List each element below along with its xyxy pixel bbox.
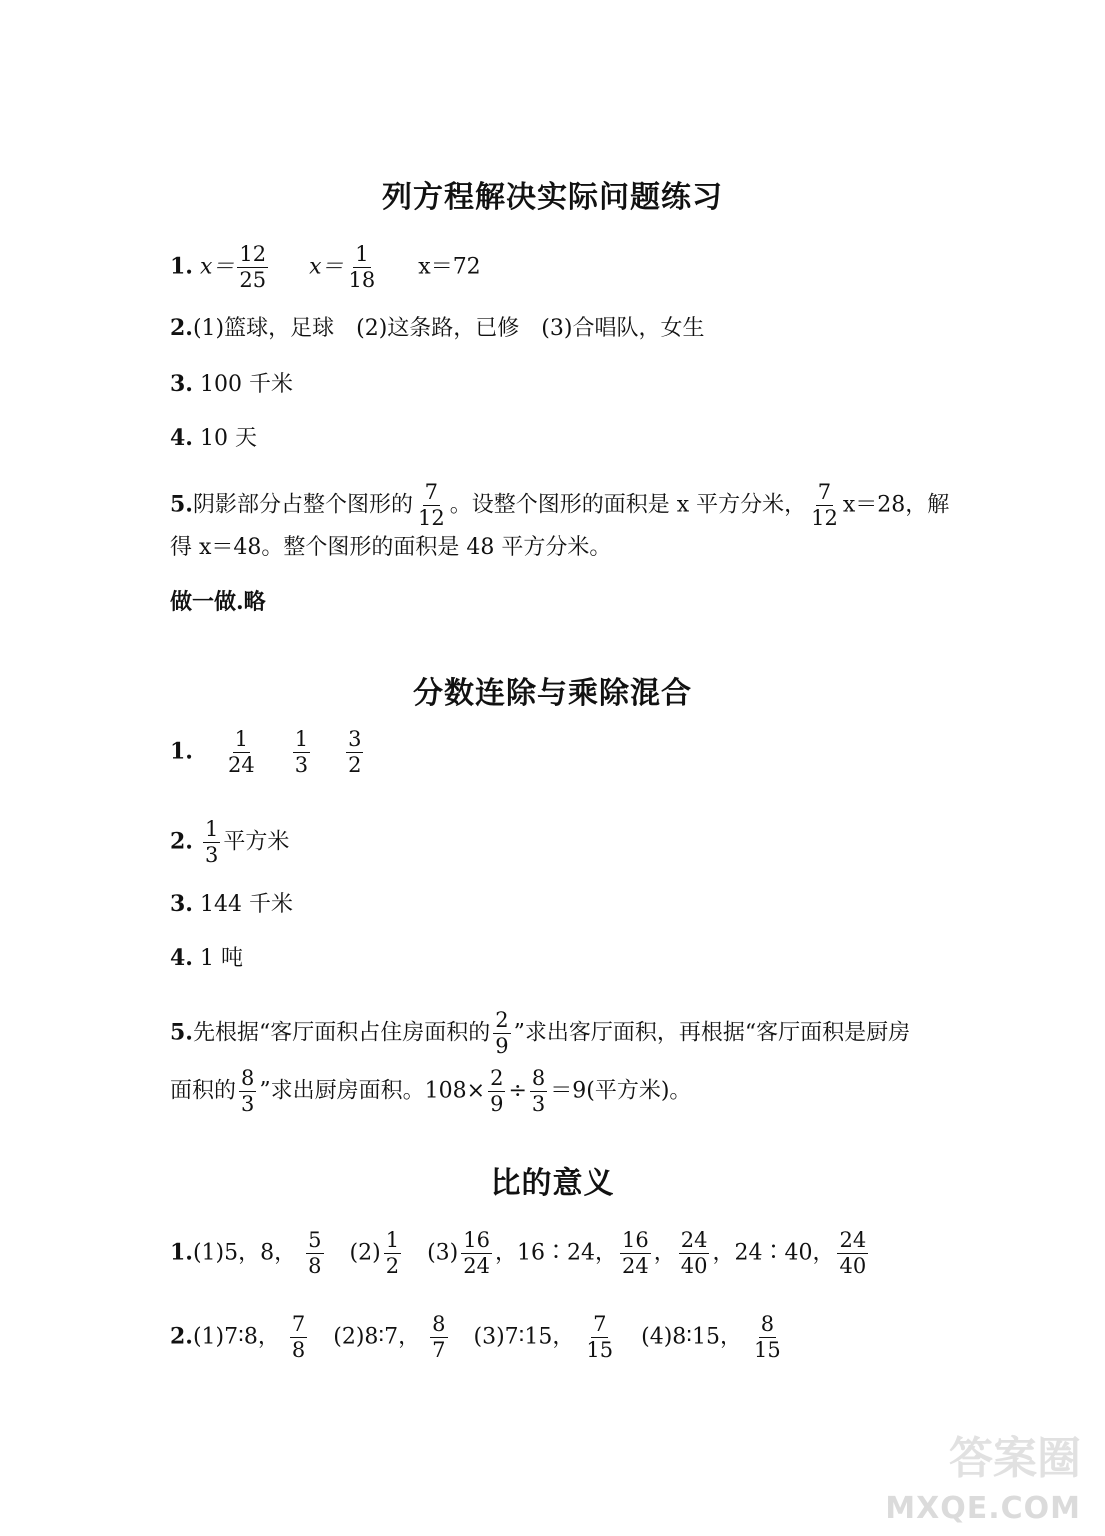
answer-text: ”求出厨房面积。108× — [259, 1078, 486, 1104]
item-number: 1. — [170, 253, 193, 280]
fraction: $\frac{8}{15}$ — [754, 1312, 781, 1362]
item-number: 3. — [170, 891, 193, 917]
answer-2-5-line1 — [170, 1008, 910, 1059]
item-number: 3. — [170, 371, 193, 397]
answer-text: 先根据“客厅面积占住房面积的 — [192, 1020, 491, 1046]
item-number: 2. — [170, 315, 193, 341]
answer-text: (3) — [427, 1240, 459, 1266]
item-number: 2. — [170, 1323, 193, 1350]
answer-2-3 — [170, 890, 293, 919]
fraction: $\frac{3}{2}$ — [348, 727, 362, 777]
fraction: $\frac{24}{40}$ — [680, 1228, 708, 1278]
answer-text: x＝28，解 — [842, 492, 950, 518]
fraction: $\frac{2}{9}$ — [495, 1008, 509, 1058]
section-title-ratio: 比的意义 — [490, 1166, 615, 1201]
answer-text: 阴影部分占整个图形的 — [192, 492, 413, 518]
answer-text: 144 千米 — [199, 892, 293, 917]
fraction: $\frac{5}{8}$ — [308, 1228, 322, 1278]
operator: ÷ — [508, 1078, 527, 1104]
answer-1-5-line1 — [170, 480, 949, 531]
fraction: $\frac{7}{8}$ — [291, 1312, 306, 1362]
fraction: $\frac{7}{15}$ — [586, 1312, 614, 1362]
answer-text: (1)篮球，足球 (2)这条路，已修 (3)合唱队，女生 — [192, 316, 705, 341]
answer-text: (2)8∶7， — [333, 1324, 421, 1350]
fraction: $\frac{1}{18}$ — [348, 242, 376, 292]
answer-text: (2) — [349, 1240, 381, 1266]
fraction: $\frac{1}{2}$ — [385, 1228, 400, 1278]
fraction: $\frac{24}{40}$ — [839, 1228, 867, 1278]
equation-lhs: x＝ — [199, 254, 235, 280]
answer-text: ”求出客厅面积，再根据“客厅面积是厨房 — [513, 1020, 911, 1046]
answer-3-1 — [170, 1228, 871, 1279]
answer-text: ，24∶40， — [712, 1240, 835, 1266]
answer-1-2 — [170, 314, 704, 343]
fraction: $\frac{2}{9}$ — [490, 1066, 504, 1116]
answer-1-doit: 做一做.略 — [170, 589, 266, 615]
watermark-logo — [885, 1426, 1091, 1536]
answer-text: 100 千米 — [199, 372, 293, 397]
answer-text: 1 吨 — [199, 946, 243, 971]
fraction: $\frac{8}{3}$ — [531, 1066, 546, 1116]
answer-2-4 — [170, 944, 243, 973]
answer-text: ＝9(平方米)。 — [550, 1078, 692, 1104]
watermark-url-text: MXQE.COM — [885, 1491, 1081, 1526]
fraction: $\frac{1}{24}$ — [227, 727, 255, 777]
answer-text: ， — [653, 1240, 676, 1266]
answer-text: 10 天 — [199, 426, 257, 451]
fraction: $\frac{12}{25}$ — [239, 242, 267, 292]
answer-2-2 — [170, 817, 289, 868]
fraction: $\frac{8}{3}$ — [241, 1066, 255, 1116]
answer-text: 平方米 — [223, 829, 290, 855]
answer-3-2 — [170, 1312, 786, 1363]
item-number: 1. — [170, 1239, 193, 1266]
answer-text: 面积的 — [170, 1078, 237, 1104]
answer-2-5-line2 — [170, 1066, 691, 1117]
answer-text: (4)8∶15， — [641, 1324, 743, 1350]
fraction: $\frac{7}{12}$ — [811, 480, 838, 530]
answer-text: (1)7∶8， — [192, 1324, 280, 1350]
answer-text: (3)7∶15， — [473, 1324, 575, 1350]
answer-text: (1)5，8， — [192, 1240, 297, 1266]
fraction: $\frac{16}{24}$ — [621, 1228, 649, 1278]
answer-2-1 — [170, 727, 366, 778]
item-number: 4. — [170, 425, 193, 451]
item-number: 5. — [170, 1019, 193, 1046]
fraction: $\frac{1}{3}$ — [294, 727, 309, 777]
answer-1-5-line2: 得 x＝48。整个图形的面积是 48 平方分米。 — [170, 535, 612, 560]
item-number: 1. — [170, 738, 193, 765]
answer-1-3 — [170, 370, 293, 399]
fraction: $\frac{1}{3}$ — [204, 817, 219, 867]
section-title-fraction-division: 分数连除与乘除混合 — [413, 676, 692, 711]
answer-1-4 — [170, 424, 257, 453]
equation-value: x＝72 — [418, 254, 481, 280]
item-number: 5. — [170, 491, 193, 518]
answer-1-1 — [170, 242, 481, 293]
fraction: $\frac{16}{24}$ — [463, 1228, 490, 1278]
fraction: $\frac{7}{12}$ — [417, 480, 445, 530]
equation-lhs: x＝ — [309, 254, 344, 280]
item-number: 4. — [170, 945, 193, 971]
fraction: $\frac{8}{7}$ — [432, 1312, 446, 1362]
section-title-equations: 列方程解决实际问题练习 — [382, 180, 723, 215]
item-number: 2. — [170, 828, 193, 855]
answer-text: ，16∶24， — [494, 1240, 617, 1266]
answer-text: 。设整个图形的面积是 x 平方分米， — [449, 492, 807, 518]
watermark-top-text: 答案圈 — [949, 1433, 1081, 1484]
